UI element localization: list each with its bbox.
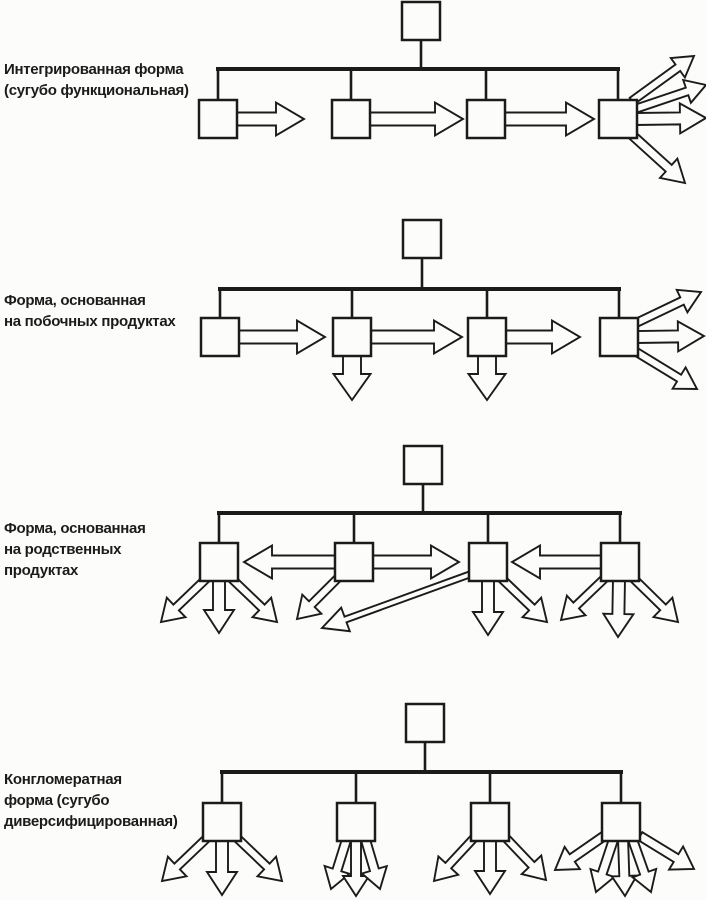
hq-box (406, 704, 444, 742)
label-line: на родственных (4, 541, 122, 558)
diagram-related-products (161, 446, 678, 637)
label-line: (сугубо функциональная) (4, 82, 189, 99)
label-line: Форма, основанная (4, 520, 146, 537)
diagram-conglomerate-diversified (162, 704, 694, 896)
label-line: Конгломератная (4, 771, 122, 788)
flow-arrow (244, 546, 336, 579)
flow-arrow (631, 347, 697, 389)
label-line: на побочных продуктах (4, 313, 176, 330)
flow-arrow (629, 132, 685, 183)
label-conglomerate-form (4, 769, 178, 832)
flow-arrow (505, 321, 580, 354)
unit-box (468, 318, 506, 356)
flow-arrow (475, 838, 505, 894)
diagram-byproduct-based (201, 220, 704, 400)
label-line: диверсифицированная) (4, 813, 178, 830)
unit-box (602, 803, 640, 841)
hq-box (404, 446, 442, 484)
flow-arrow (632, 290, 701, 328)
hq-box (402, 2, 440, 40)
unit-box (599, 100, 637, 138)
label-byproduct-form (4, 290, 175, 332)
unit-box (601, 543, 639, 581)
flow-arrow (504, 103, 594, 136)
label-line: Форма, основанная (4, 292, 146, 309)
unit-box (199, 100, 237, 138)
unit-box (203, 803, 241, 841)
flow-arrow (469, 354, 506, 400)
flow-arrow (555, 832, 607, 870)
flow-arrow (207, 838, 237, 895)
unit-box (600, 318, 638, 356)
unit-box (201, 318, 239, 356)
diagram-integrated-functional (199, 2, 706, 183)
flow-arrow (204, 578, 234, 633)
flow-arrow (512, 546, 602, 579)
label-related-products-form (4, 518, 146, 581)
unit-box (471, 803, 509, 841)
label-line: Интегрированная форма (4, 61, 184, 78)
hq-box (403, 220, 441, 258)
flow-arrow (369, 103, 463, 136)
unit-box (337, 803, 375, 841)
unit-box (335, 543, 373, 581)
flow-arrow (370, 321, 462, 354)
flow-arrow (636, 321, 704, 351)
unit-box (469, 543, 507, 581)
flow-arrow (603, 578, 633, 637)
flow-arrow (473, 578, 503, 635)
unit-box (467, 100, 505, 138)
flow-arrow (238, 321, 325, 354)
flow-arrow (371, 546, 459, 579)
unit-box (333, 318, 371, 356)
flow-arrow (334, 354, 371, 400)
unit-box (332, 100, 370, 138)
label-line: продуктах (4, 562, 79, 579)
label-integrated-form (4, 59, 189, 101)
flow-arrow (236, 103, 304, 136)
unit-box (200, 543, 238, 581)
label-line: форма (сугубо (4, 792, 110, 809)
